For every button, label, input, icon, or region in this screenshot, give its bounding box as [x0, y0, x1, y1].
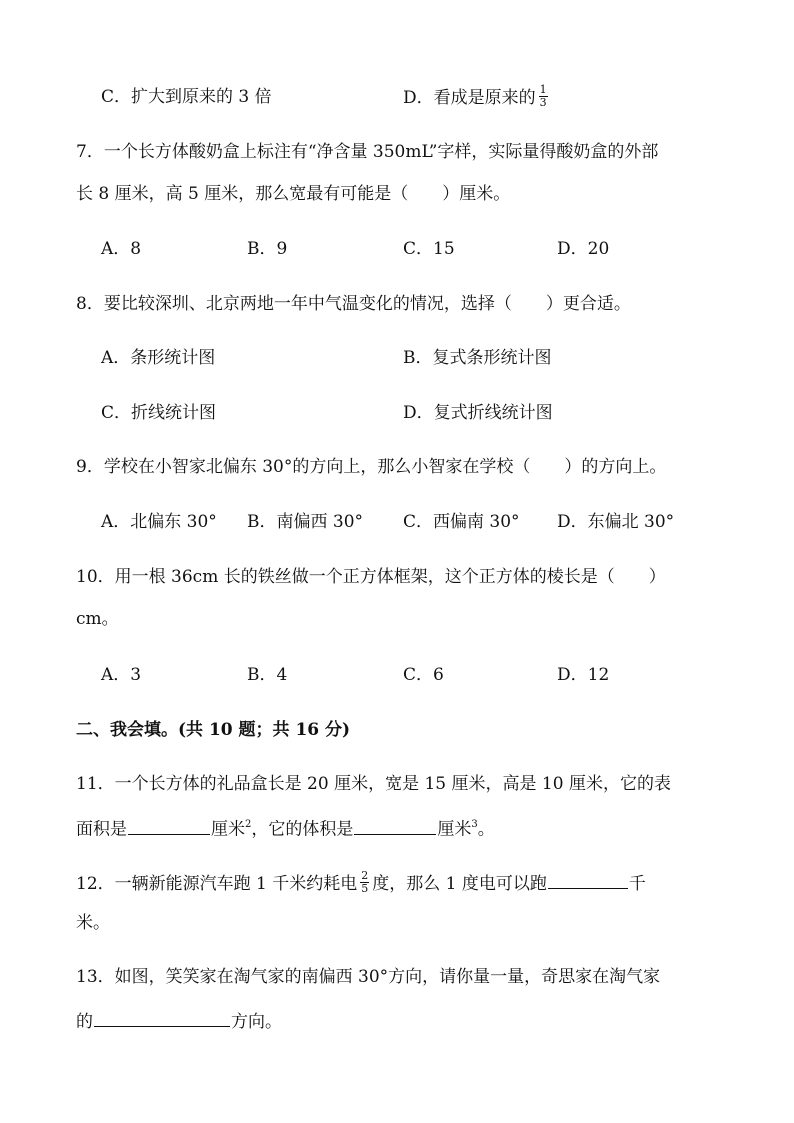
- q12-text-c: 千: [628, 874, 646, 894]
- q11-text-a: 面积是: [76, 819, 127, 840]
- q7-stem-line2: 长 8 厘米，高 5 厘米，那么宽最有可能是（ ）厘米。: [76, 184, 511, 204]
- q11-stem-line2: [76, 815, 495, 841]
- q6-option-d: [403, 83, 551, 111]
- q10-stem-line2: cm。: [76, 609, 119, 629]
- q7-option-a: A．8: [101, 239, 142, 259]
- q8-option-a: A．条形统计图: [101, 348, 216, 368]
- q13-text-a: 的: [76, 1012, 93, 1032]
- q11-text-d: 厘米: [437, 819, 472, 840]
- q10-option-a: A．3: [101, 665, 142, 685]
- q13-stem-line1: 13．如图，笑笑家在淘气家的南偏西 30°方向，请你量一量，奇思家在淘气家: [76, 967, 661, 987]
- q7-option-d: D．20: [557, 239, 610, 259]
- q6-option-d-text: D．看成是原来的: [403, 88, 536, 108]
- q10-stem-line1: 10．用一根 36cm 长的铁丝做一个正方体框架，这个正方体的棱长是（ ）: [76, 567, 666, 587]
- q12-text-a: 12．一辆新能源汽车跑 1 千米约耗电: [76, 874, 358, 894]
- q11-sup-2: 2: [245, 819, 252, 830]
- section-heading: 二、我会填。(共 10 题；共 16 分): [76, 720, 351, 740]
- q10-option-c: C．6: [403, 665, 444, 685]
- q7-stem-line1: 7．一个长方体酸奶盒上标注有“净含量 350mL”字样，实际量得酸奶盒的外部: [76, 142, 659, 162]
- q12-stem-line1: [76, 870, 646, 897]
- q6-fraction-denominator: 3: [539, 96, 547, 109]
- q6-option-c: C．扩大到原来的 3 倍: [101, 87, 272, 107]
- q6-fraction: [539, 84, 548, 109]
- q13-stem-line2: [76, 1008, 282, 1033]
- q9-option-a: A．北偏东 30°: [101, 512, 217, 532]
- q11-stem-line1: 11．一个长方体的礼品盒长是 20 厘米，宽是 15 厘米，高是 10 厘米，它的表: [76, 774, 671, 794]
- q11-sup-3: 3: [471, 819, 478, 830]
- q13-blank-direction[interactable]: [94, 1008, 230, 1027]
- q12-stem-line2: 米。: [76, 913, 110, 933]
- q12-blank-distance[interactable]: [548, 870, 628, 889]
- q12-text-b: 度，那么 1 度电可以跑: [372, 874, 547, 894]
- q11-blank-area[interactable]: [128, 816, 210, 835]
- q8-option-b: B．复式条形统计图: [403, 348, 552, 368]
- q12-fraction-denominator: 5: [361, 882, 369, 895]
- q8-stem: 8．要比较深圳、北京两地一年中气温变化的情况，选择（ ）更合适。: [76, 294, 631, 314]
- q13-text-b: 方向。: [231, 1012, 282, 1032]
- q7-option-c: C．15: [403, 239, 455, 259]
- q6-fraction-numerator: 1: [539, 83, 547, 96]
- q9-stem: 9．学校在小智家北偏东 30°的方向上，那么小智家在学校（ ）的方向上。: [76, 457, 667, 477]
- q9-option-c: C．西偏南 30°: [403, 512, 520, 532]
- q10-option-d: D．12: [557, 665, 610, 685]
- q11-text-b: 厘米: [211, 819, 245, 840]
- q12-fraction: [360, 870, 369, 895]
- q11-text-e: 。: [477, 819, 495, 840]
- q9-option-d: D．东偏北 30°: [557, 512, 675, 532]
- q10-option-b: B．4: [247, 665, 288, 685]
- q7-option-b: B．9: [247, 239, 288, 259]
- q11-blank-volume[interactable]: [354, 816, 436, 835]
- q12-fraction-numerator: 2: [361, 869, 369, 882]
- q9-option-b: B．南偏西 30°: [247, 512, 364, 532]
- q11-text-c: ，它的体积是: [251, 819, 354, 840]
- q8-option-d: D．复式折线统计图: [403, 403, 553, 423]
- q8-option-c: C．折线统计图: [101, 403, 217, 423]
